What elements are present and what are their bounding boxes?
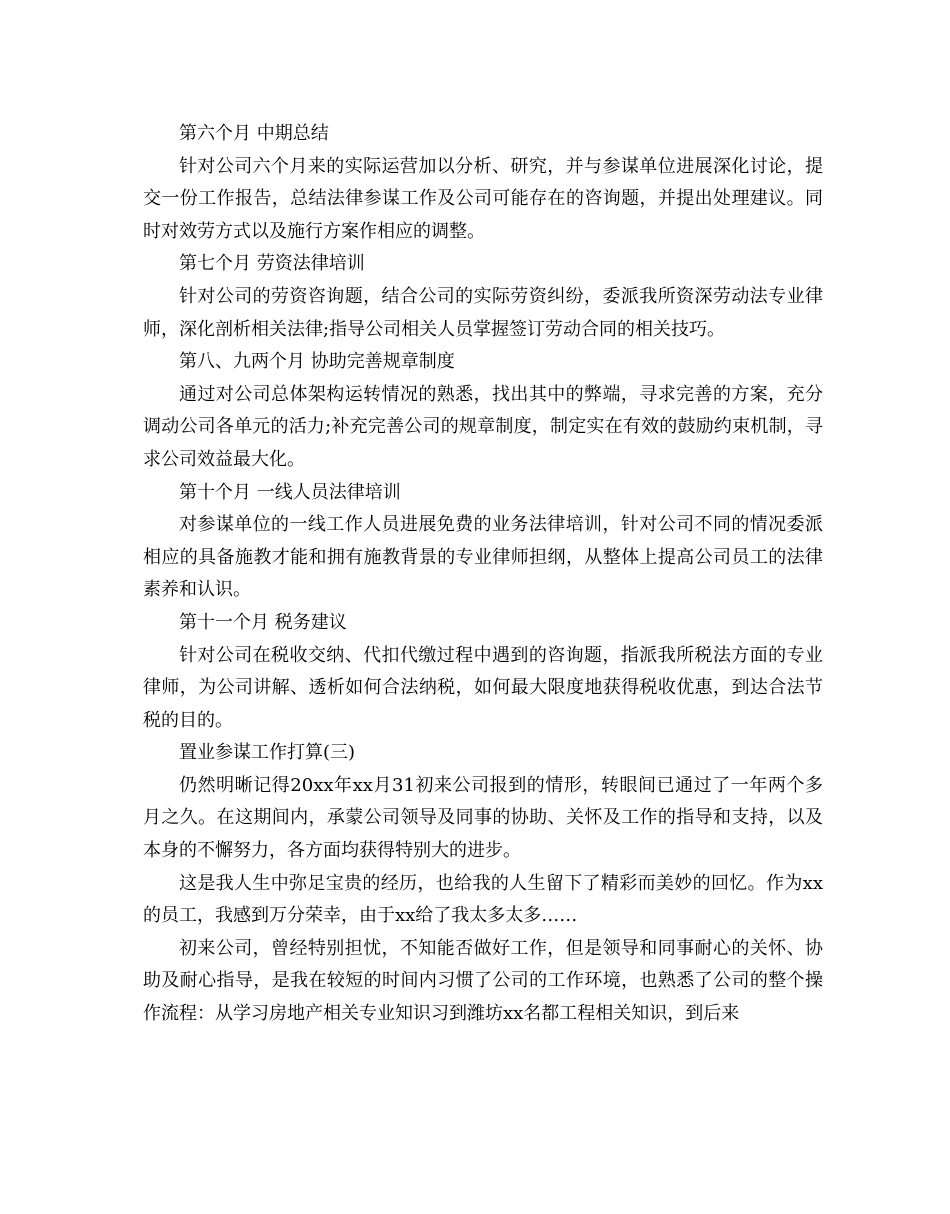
section-heading-month-7: 第七个月 劳资法律培训: [179, 253, 365, 275]
document-body: [143, 118, 823, 1031]
paragraph-month-10: 对参谋单位的一线工作人员进展免费的业务法律培训，针对公司不同的情况委派相应的具备施教才能和拥有施教背景的专业律师担纲，从整体上提高公司员工的法律素养和认识。: [143, 514, 823, 601]
section-heading-month-10: 第十个月 一线人员法律培训: [179, 481, 401, 503]
paragraph-onboarding: 初来公司，曾经特别担忧，不知能否做好工作，但是领导和同事耐心的关怀、协助及耐心指导，是我在较短的时间内习惯了公司的工作环境，也熟悉了公司的整个操作流程：从学习房地产相关专业知识习到潍坊xx名都工程相关知识，到后来: [143, 937, 823, 1025]
paragraph-month-7: 针对公司的劳资咨询题，结合公司的实际劳资纠纷，委派我所资深劳动法专业律师，深化剖析相关法律;指导公司相关人员掌握签订劳动合同的相关技巧。: [143, 285, 823, 340]
paragraph-month-11: 针对公司在税收交纳、代扣代缴过程中遇到的咨询题，指派我所税法方面的专业律师，为公司讲解、透析如何合法纳税，如何最大限度地获得税收优惠，到达合法节税的目的。: [143, 644, 823, 731]
section-heading-month-11: 第十一个月 税务建议: [179, 611, 347, 633]
paragraph-experience: 这是我人生中弥足宝贵的经历，也给我的人生留下了精彩而美妙的回忆。作为xx的员工，我感到万分荣幸，由于xx给了我太多太多……: [143, 872, 823, 927]
paragraph-intro: 仍然明晰记得20xx年xx月31初来公司报到的情形，转眼间已通过了一年两个多月之久。在这期间内，承蒙公司领导及同事的协助、关怀及工作的指导和支持，以及本身的不懈努力，各方面均获得特别大的进步。: [143, 774, 823, 862]
section-heading-month-6: 第六个月 中期总结: [179, 123, 329, 144]
paragraph-month-8-9: 通过对公司总体架构运转情况的熟悉，找出其中的弊端，寻求完善的方案，充分调动公司各单元的活力;补充完善公司的规章制度，制定实在有效的鼓励约束机制，寻求公司效益最大化。: [143, 383, 823, 470]
document-section-title: 置业参谋工作打算(三): [179, 742, 356, 764]
section-heading-month-8-9: 第八、九两个月 协助完善规章制度: [179, 351, 455, 373]
paragraph-month-6: 针对公司六个月来的实际运营加以分析、研究，并与参谋单位进展深化讨论，提交一份工作报告，总结法律参谋工作及公司可能存在的咨询题，并提出处理建议。同时对效劳方式以及施行方案作相应的调整。: [143, 155, 823, 242]
